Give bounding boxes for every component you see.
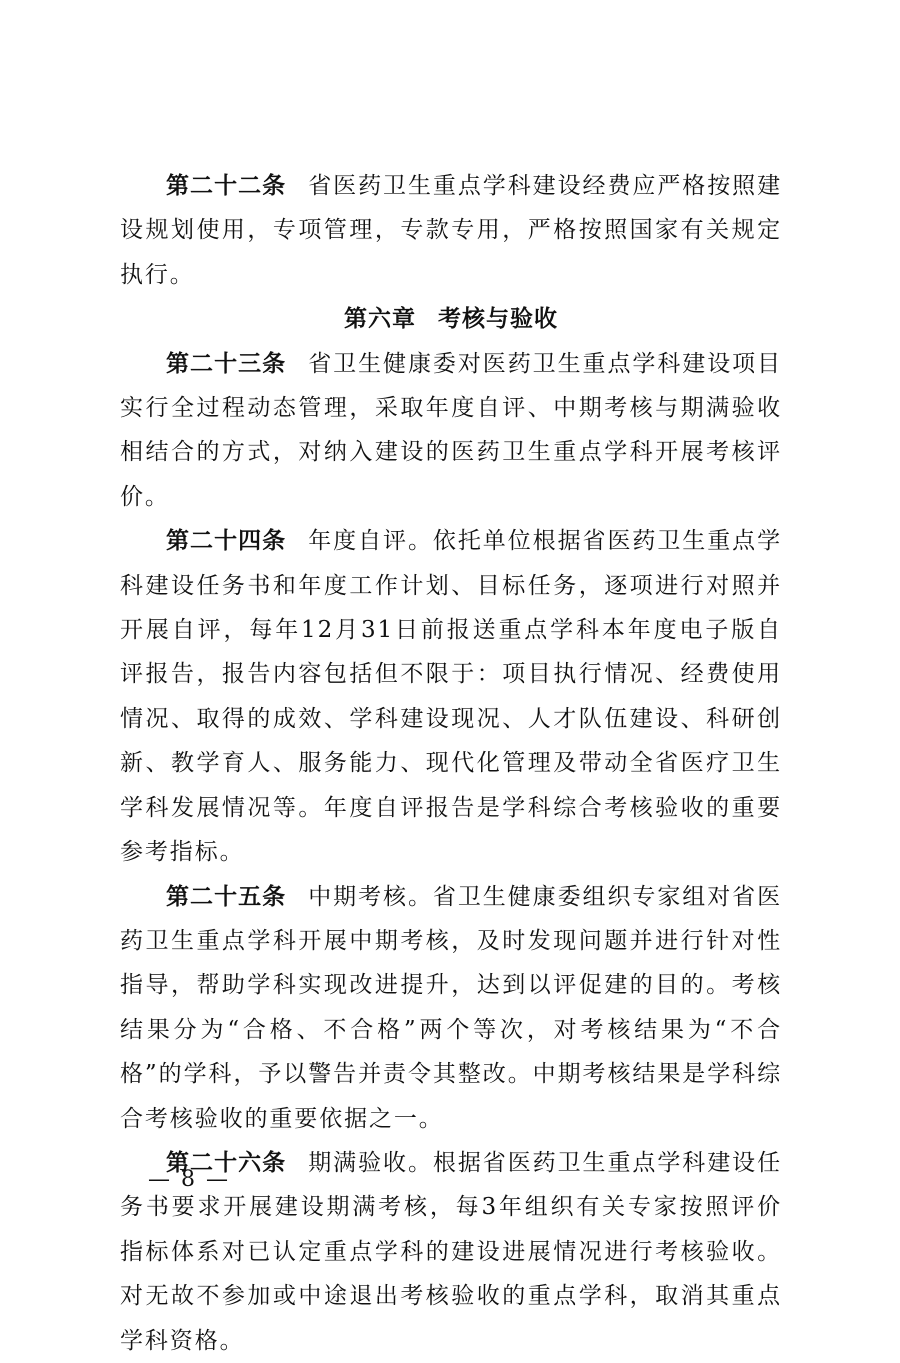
article-number: 第二十六条	[166, 1149, 287, 1176]
article-22	[120, 164, 782, 297]
article-text: 省医药卫生重点学科建设经费应严格按照建设规划使用，专项管理，专款专用，严格按照国家有关规定执行。	[120, 173, 783, 288]
article-24	[120, 519, 782, 874]
article-number: 第二十三条	[166, 350, 287, 377]
article-number: 第二十四条	[166, 528, 287, 555]
article-23	[120, 342, 782, 520]
article-text: 年度自评。依托单位根据省医药卫生重点学科建设任务书和年度工作计划、目标任务，逐项进行对照并开展自评，每年12月31日前报送重点学科本年度电子版自评报告，报告内容包括但不限于：项目执行情况、经费使用情况、取得的成效、学科建设现况、人才队伍建设、科研创新、教学育人、服务能力、现代化管理及带动全省医疗卫生学科发展情况等。年度自评报告是学科综合考核验收的重要参考指标。	[120, 528, 783, 866]
chapter-title: 考核与验收	[438, 306, 558, 333]
page-number: — 8 —	[148, 1167, 230, 1192]
article-number: 第二十五条	[166, 883, 287, 910]
article-25	[120, 875, 782, 1141]
article-number: 第二十二条	[166, 173, 287, 199]
article-text: 省卫生健康委对医药卫生重点学科建设项目实行全过程动态管理，采取年度自评、中期考核与期满验收相结合的方式，对纳入建设的医药卫生重点学科开展考核评价。	[120, 350, 783, 510]
article-text: 期满验收。根据省医药卫生重点学科建设任务书要求开展建设期满考核，每3年组织有关专家按照评价指标体系对已认定重点学科的建设进展情况进行考核验收。对无故不参加或中途退出考核验收的重点学科，取消其重点学科资格。	[120, 1149, 783, 1354]
chapter-number: 第六章	[344, 306, 416, 333]
chapter-heading	[120, 297, 782, 341]
article-text: 中期考核。省卫生健康委组织专家组对省医药卫生重点学科开展中期考核，及时发现问题并进行针对性指导，帮助学科实现改进提升，达到以评促建的目的。考核结果分为“合格、不合格”两个等次，对考核结果为“不合格”的学科，予以警告并责令其整改。中期考核结果是学科综合考核验收的重要依据之一。	[120, 883, 783, 1132]
